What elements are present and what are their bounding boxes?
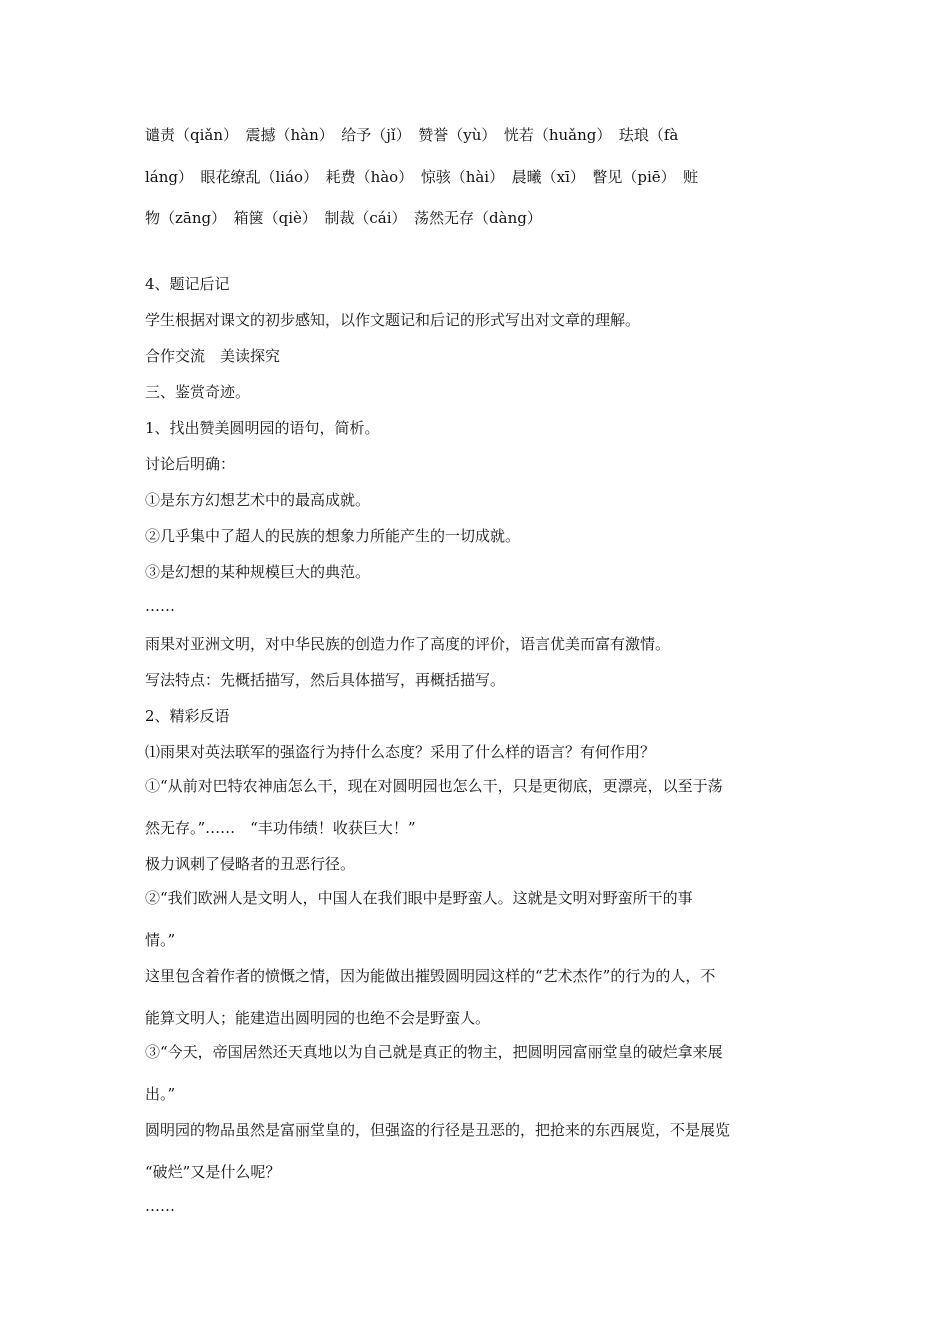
irony-3-comment-1: 圆明园的物品虽然是富丽堂皇的，但强盗的行径是丑恶的，把抢来的东西展览，不是展览 — [145, 1121, 731, 1139]
ellipsis-1: …… — [145, 597, 175, 615]
cooperation-heading: 合作交流 美读探究 — [145, 347, 281, 365]
irony-3-comment-2: “破烂”又是什么呢？ — [145, 1163, 281, 1181]
section4-text: 学生根据对课文的初步感知，以作文题记和后记的形式写出对文章的理解。 — [145, 311, 641, 329]
irony-3-line-2: 出。” — [145, 1085, 176, 1103]
irony-2-comment-2: 能算文明人；能建造出圆明园的也绝不会是野蛮人。 — [145, 1009, 491, 1027]
vocab-line-2: láng） 眼花缭乱（liáo） 耗费（hào） 惊骇（hài） 晨曦（xī） 瞥见（piē） 赃 — [145, 168, 699, 186]
writing-feature: 写法特点：先概括描写，然后具体描写，再概括描写。 — [145, 671, 506, 689]
irony-3-line-1: ③“今天，帝国居然还天真地以为自己就是真正的物主，把圆明园富丽堂皇的破烂拿来展 — [145, 1043, 723, 1061]
irony-1-comment: 极力讽刺了侵略者的丑恶行径。 — [145, 855, 356, 873]
irony-2-line-1: ②“我们欧洲人是文明人，中国人在我们眼中是野蛮人。这就是文明对野蛮所干的事 — [145, 889, 693, 907]
question-2-sub: ⑴雨果对英法联军的强盗行为持什么态度？采用了什么样的语言？有何作用？ — [145, 743, 656, 761]
irony-2-comment-1: 这里包含着作者的愤慨之情，因为能做出摧毁圆明园这样的“艺术杰作”的行为的人，不 — [145, 967, 716, 985]
vocab-line-1: 谴责（qiǎn） 震撼（hàn） 给予（jǐ） 赞誉（yù） 恍若（huǎng） 珐琅（fà — [145, 126, 679, 144]
question-1: 1、找出赞美圆明园的语句，简析。 — [145, 419, 380, 437]
ellipsis-2: …… — [145, 1197, 175, 1215]
discussion-label: 讨论后明确： — [145, 455, 236, 473]
evaluation-text: 雨果对亚洲文明，对中华民族的创造力作了高度的评价，语言优美而富有激情。 — [145, 635, 671, 653]
praise-item-1: ①是东方幻想艺术中的最高成就。 — [145, 491, 371, 509]
praise-item-2: ②几乎集中了超人的民族的想象力所能产生的一切成就。 — [145, 527, 521, 545]
praise-item-3: ③是幻想的某种规模巨大的典范。 — [145, 563, 371, 581]
part3-title: 三、鉴赏奇迹。 — [145, 383, 251, 401]
irony-1-line-1: ①“从前对巴特农神庙怎么干，现在对圆明园也怎么干，只是更彻底，更漂亮，以至于荡 — [145, 777, 723, 795]
question-2: 2、精彩反语 — [145, 707, 230, 725]
section4-title: 4、题记后记 — [145, 275, 230, 293]
irony-1-line-2: 然无存。”…… “丰功伟绩！收获巨大！” — [145, 819, 416, 837]
irony-2-line-2: 情。” — [145, 931, 176, 949]
vocab-line-3: 物（zāng） 箱箧（qiè） 制裁（cái） 荡然无存（dàng） — [145, 209, 542, 227]
